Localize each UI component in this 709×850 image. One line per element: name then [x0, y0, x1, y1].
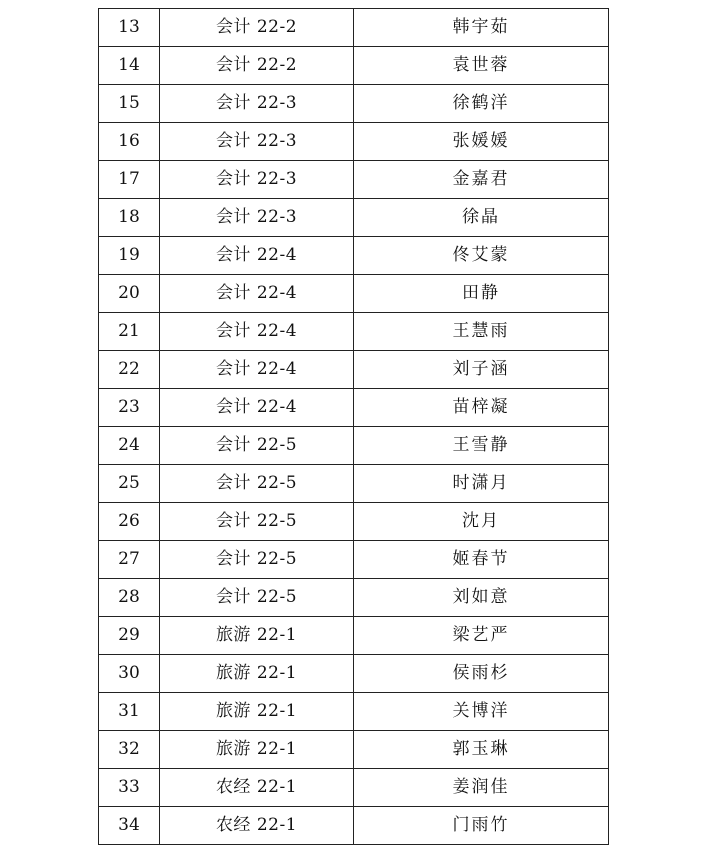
student-name-cell: 沈月 — [354, 503, 609, 541]
row-index-cell: 31 — [99, 693, 160, 731]
class-cell: 会计 22-5 — [160, 465, 354, 503]
table-row — [99, 199, 609, 237]
row-index-cell: 28 — [99, 579, 160, 617]
student-name-cell: 姜润佳 — [354, 769, 609, 807]
table-body — [99, 9, 609, 845]
table-row — [99, 85, 609, 123]
class-cell: 旅游 22-1 — [160, 693, 354, 731]
student-name-cell: 门雨竹 — [354, 807, 609, 845]
table-row — [99, 427, 609, 465]
table-row — [99, 693, 609, 731]
table-row — [99, 389, 609, 427]
student-name-cell: 刘如意 — [354, 579, 609, 617]
row-index-cell: 27 — [99, 541, 160, 579]
table-row — [99, 465, 609, 503]
row-index-cell: 32 — [99, 731, 160, 769]
table-row — [99, 579, 609, 617]
table-row — [99, 655, 609, 693]
class-cell: 会计 22-2 — [160, 9, 354, 47]
student-name-cell: 姬春节 — [354, 541, 609, 579]
row-index-cell: 26 — [99, 503, 160, 541]
table-row — [99, 731, 609, 769]
class-cell: 会计 22-4 — [160, 237, 354, 275]
row-index-cell: 29 — [99, 617, 160, 655]
student-name-cell: 张媛媛 — [354, 123, 609, 161]
class-cell: 旅游 22-1 — [160, 731, 354, 769]
row-index-cell: 20 — [99, 275, 160, 313]
table-row — [99, 123, 609, 161]
student-name-cell: 王雪静 — [354, 427, 609, 465]
class-cell: 旅游 22-1 — [160, 617, 354, 655]
class-cell: 会计 22-3 — [160, 161, 354, 199]
student-name-cell: 侯雨杉 — [354, 655, 609, 693]
table-row — [99, 351, 609, 389]
row-index-cell: 33 — [99, 769, 160, 807]
row-index-cell: 25 — [99, 465, 160, 503]
class-cell: 会计 22-5 — [160, 503, 354, 541]
student-table — [98, 8, 609, 845]
row-index-cell: 14 — [99, 47, 160, 85]
row-index-cell: 24 — [99, 427, 160, 465]
class-cell: 会计 22-2 — [160, 47, 354, 85]
class-cell: 会计 22-4 — [160, 389, 354, 427]
table-row — [99, 237, 609, 275]
student-name-cell: 徐晶 — [354, 199, 609, 237]
class-cell: 会计 22-5 — [160, 541, 354, 579]
table-row — [99, 275, 609, 313]
student-name-cell: 关博洋 — [354, 693, 609, 731]
table-row — [99, 9, 609, 47]
class-cell: 会计 22-3 — [160, 85, 354, 123]
student-name-cell: 时潇月 — [354, 465, 609, 503]
student-name-cell: 梁艺严 — [354, 617, 609, 655]
row-index-cell: 19 — [99, 237, 160, 275]
student-name-cell: 王慧雨 — [354, 313, 609, 351]
table-row — [99, 769, 609, 807]
class-cell: 会计 22-5 — [160, 579, 354, 617]
class-cell: 会计 22-3 — [160, 199, 354, 237]
row-index-cell: 21 — [99, 313, 160, 351]
table-row — [99, 47, 609, 85]
class-cell: 会计 22-5 — [160, 427, 354, 465]
row-index-cell: 22 — [99, 351, 160, 389]
student-name-cell: 韩宇茹 — [354, 9, 609, 47]
row-index-cell: 13 — [99, 9, 160, 47]
row-index-cell: 16 — [99, 123, 160, 161]
student-name-cell: 刘子涵 — [354, 351, 609, 389]
class-cell: 旅游 22-1 — [160, 655, 354, 693]
table-row — [99, 161, 609, 199]
class-cell: 农经 22-1 — [160, 769, 354, 807]
student-name-cell: 徐鹤洋 — [354, 85, 609, 123]
class-cell: 会计 22-4 — [160, 313, 354, 351]
table-row — [99, 503, 609, 541]
row-index-cell: 15 — [99, 85, 160, 123]
row-index-cell: 34 — [99, 807, 160, 845]
table-row — [99, 617, 609, 655]
class-cell: 会计 22-3 — [160, 123, 354, 161]
row-index-cell: 23 — [99, 389, 160, 427]
row-index-cell: 30 — [99, 655, 160, 693]
class-cell: 会计 22-4 — [160, 275, 354, 313]
student-name-cell: 金嘉君 — [354, 161, 609, 199]
student-name-cell: 苗梓凝 — [354, 389, 609, 427]
table-row — [99, 541, 609, 579]
student-name-cell: 郭玉琳 — [354, 731, 609, 769]
row-index-cell: 17 — [99, 161, 160, 199]
table-row — [99, 807, 609, 845]
student-name-cell: 袁世蓉 — [354, 47, 609, 85]
class-cell: 农经 22-1 — [160, 807, 354, 845]
table-row — [99, 313, 609, 351]
student-name-cell: 佟艾蒙 — [354, 237, 609, 275]
student-name-cell: 田静 — [354, 275, 609, 313]
row-index-cell: 18 — [99, 199, 160, 237]
class-cell: 会计 22-4 — [160, 351, 354, 389]
